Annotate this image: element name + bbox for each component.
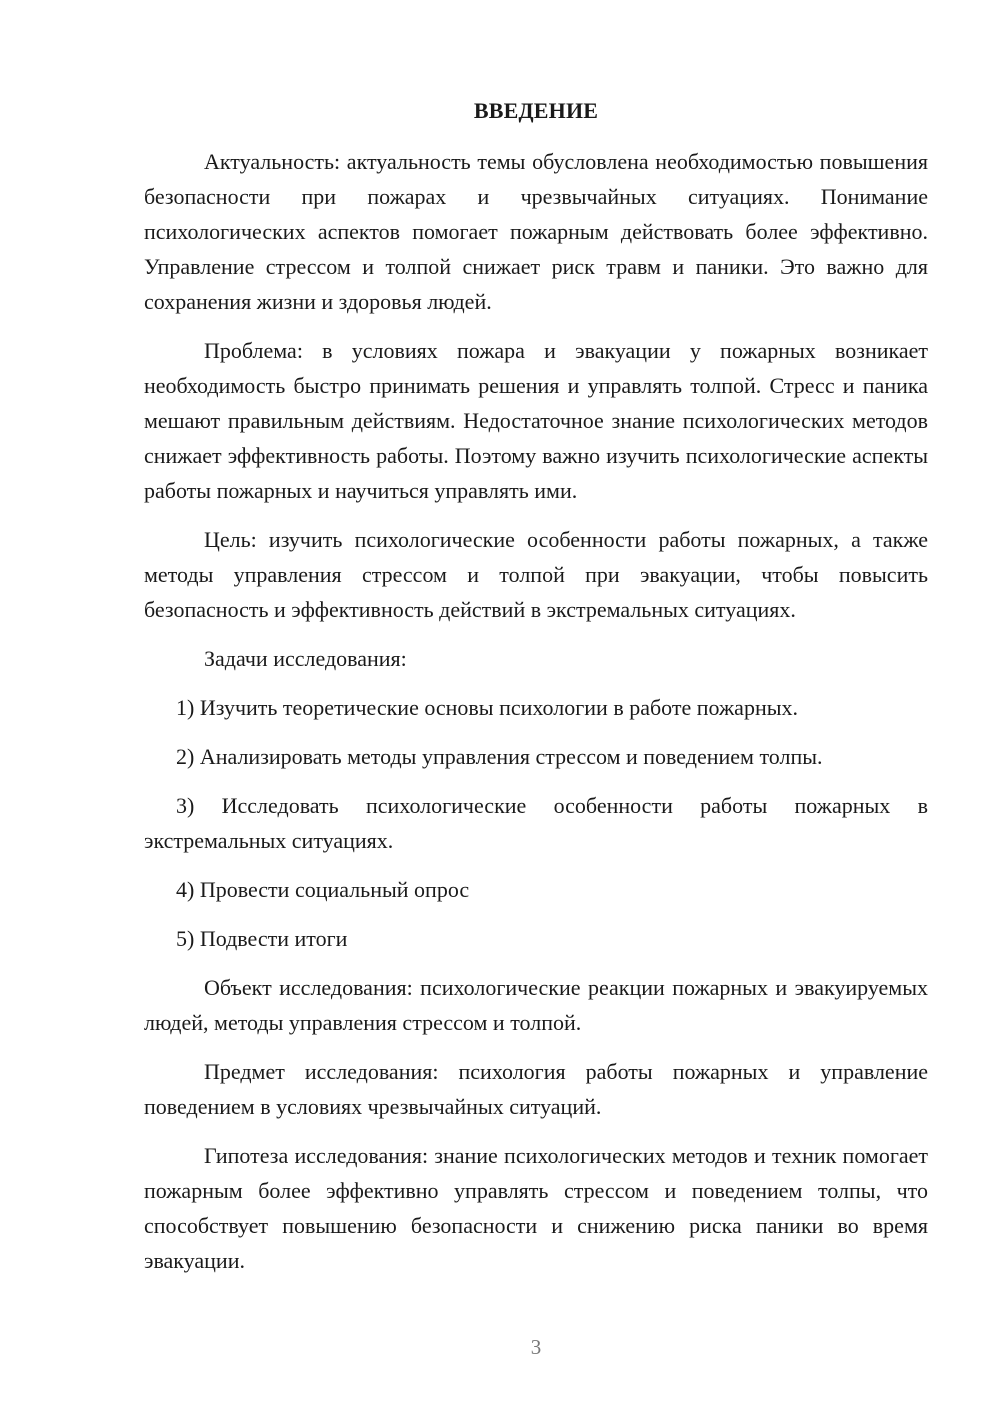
paragraph-object: Объект исследования: психологические реакции пожарных и эвакуируемых людей, методы управления стрессом и толпой. (144, 975, 928, 1035)
paragraph-hypothesis: Гипотеза исследования: знание психологических методов и техник помогает пожарным более эффективно управлять стрессом и поведением толпы, что способствует повышению безопасности и снижению риска паники во время эвакуации. (144, 1143, 928, 1273)
section-title: ВВЕДЕНИЕ (473, 98, 599, 123)
task-item-5: 5) Подвести итоги (176, 926, 348, 951)
tasks-heading: Задачи исследования: (204, 646, 407, 671)
task-item-1: 1) Изучить теоретические основы психологии в работе пожарных. (176, 695, 798, 720)
task-item-4: 4) Провести социальный опрос (176, 877, 470, 902)
page-content (144, 96, 928, 1292)
page-number: 3 (530, 1335, 542, 1359)
task-item-3: 3) Исследовать психологические особенности работы пожарных в экстремальных ситуациях. (144, 793, 928, 853)
paragraph-problem: Проблема: в условиях пожара и эвакуации у пожарных возникает необходимость быстро принимать решения и управлять толпой. Стресс и паника мешают правильным действиям. Недостаточное знание психологических методов снижает эффективность работы. Поэтому важно изучить психологические аспекты работы пожарных и научиться управлять ими. (144, 338, 928, 503)
paragraph-subject: Предмет исследования: психология работы пожарных и управление поведением в условиях чрезвычайных ситуаций. (144, 1059, 928, 1119)
paragraph-goal: Цель: изучить психологические особенности работы пожарных, а также методы управления стрессом и толпой при эвакуации, чтобы повысить безопасность и эффективность действий в экстремальных ситуациях. (144, 527, 928, 622)
paragraph-relevance: Актуальность: актуальность темы обусловлена необходимостью повышения безопасности при пожарах и чрезвычайных ситуациях. Понимание психологических аспектов помогает пожарным действовать более эффективно. Управление стрессом и толпой снижает риск травм и паники. Это важно для сохранения жизни и здоровья людей. (144, 149, 928, 314)
task-item-2: 2) Анализировать методы управления стрессом и поведением толпы. (176, 744, 823, 769)
